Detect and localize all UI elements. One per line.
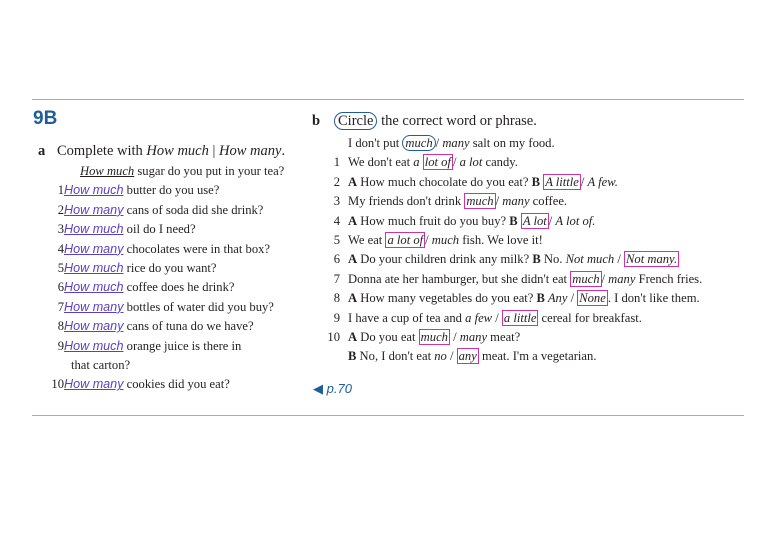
answer: How much	[64, 338, 124, 353]
text: We eat	[348, 233, 386, 248]
item-number: 7	[57, 299, 64, 314]
page-ref-label: p.70	[326, 381, 352, 396]
answer: How many	[64, 202, 124, 217]
part-b-title	[312, 110, 752, 132]
answer: How much	[64, 222, 124, 237]
answer: How much	[64, 280, 124, 295]
part-a-example	[38, 162, 313, 181]
text: salt on my food.	[469, 136, 555, 150]
part-b-example	[312, 134, 752, 153]
item-number: 4	[333, 213, 340, 228]
boxed-answer: much	[572, 271, 600, 286]
text: Donna ate her hamburger, but she didn't eat	[348, 271, 571, 286]
alternative: Not much	[565, 252, 615, 267]
item-text: chocolates were in that box?	[123, 241, 271, 256]
list-item	[312, 231, 752, 250]
list-item	[38, 201, 313, 220]
boxed-answer: A lot	[522, 213, 547, 228]
separator: /	[435, 136, 443, 150]
item-text: that carton?	[71, 358, 131, 373]
text: How much fruit do you buy?	[357, 213, 510, 228]
page-reference[interactable]	[313, 381, 352, 397]
boxed-answer: None	[579, 291, 606, 306]
text: How many vegetables do you eat?	[357, 291, 537, 306]
item-number: 5	[57, 261, 64, 276]
speaker-a: A	[348, 291, 358, 306]
text: French fries.	[635, 271, 703, 286]
boxed-answer: a little	[503, 310, 537, 325]
list-item	[38, 259, 313, 278]
boxed-answer: much	[420, 330, 448, 345]
answer: How many	[64, 319, 124, 334]
separator: /	[495, 194, 503, 209]
item-text: cans of tuna do we have?	[123, 319, 254, 334]
list-item	[312, 212, 752, 231]
alternative: many	[442, 136, 470, 150]
speaker-b: B	[536, 291, 545, 306]
title-text: Complete with	[57, 143, 147, 159]
separator: /	[449, 330, 460, 345]
text: No, I don't eat	[356, 349, 435, 364]
item-number: 10	[51, 377, 64, 392]
text: cereal for breakfast.	[538, 310, 642, 325]
list-item	[38, 240, 313, 259]
part-a-letter: a	[38, 143, 46, 159]
text: candy.	[482, 155, 518, 170]
alternative: no	[434, 349, 447, 364]
item-number: 6	[333, 252, 340, 267]
list-item	[38, 220, 313, 239]
alternative: A lot of.	[555, 213, 596, 228]
list-item-continuation	[312, 347, 752, 366]
separator: /	[580, 174, 588, 189]
list-item	[38, 278, 313, 297]
item-number: 1	[333, 155, 340, 170]
text: How much chocolate do you eat?	[357, 174, 532, 189]
boxed-answer: A little	[545, 174, 579, 189]
separator: /	[601, 271, 609, 286]
boxed-answer: any	[458, 349, 477, 364]
alternative: much	[431, 233, 460, 248]
list-item	[38, 181, 313, 200]
speaker-a: A	[348, 174, 358, 189]
item-number: 2	[333, 174, 340, 189]
list-item	[38, 298, 313, 317]
answer: How many	[64, 299, 124, 314]
item-number: 10	[327, 330, 340, 345]
speaker-a: A	[348, 213, 358, 228]
list-item	[312, 328, 752, 347]
item-text: cans of soda did she drink?	[123, 202, 264, 217]
separator: /	[614, 252, 625, 267]
alternative: A few.	[587, 174, 618, 189]
list-item	[38, 375, 313, 394]
part-a-title	[38, 142, 313, 161]
title-option-1: How much	[146, 143, 209, 159]
arrow-left-icon: ◀	[313, 381, 323, 396]
answer: How much	[64, 261, 124, 276]
bottom-divider	[32, 415, 744, 416]
item-number: 4	[57, 241, 64, 256]
part-b-letter: b	[312, 113, 321, 129]
item-number: 9	[333, 310, 340, 325]
answer: How many	[64, 241, 124, 256]
item-number: 8	[333, 291, 340, 306]
item-text: coffee does he drink?	[123, 280, 235, 295]
text: My friends don't drink	[348, 194, 465, 209]
speaker-a: A	[348, 252, 358, 267]
boxed-answer: Not many.	[626, 252, 678, 267]
speaker-b: B	[531, 174, 541, 189]
text: I have a cup of tea and	[348, 310, 466, 325]
item-text: oil do I need?	[123, 222, 196, 237]
alternative: many	[608, 271, 636, 286]
list-item-continuation	[38, 356, 313, 375]
item-text: orange juice is there in	[123, 338, 242, 353]
alternative: many	[459, 330, 488, 345]
top-divider	[32, 99, 744, 100]
part-a-list	[38, 181, 313, 394]
speaker-b: B	[532, 252, 541, 267]
text: Do you eat	[357, 330, 419, 345]
alternative: Any	[544, 291, 568, 306]
part-b-list	[312, 134, 752, 367]
part-b	[312, 110, 752, 367]
item-text: bottles of water did you buy?	[123, 299, 274, 314]
list-item	[312, 173, 752, 192]
alternative: many	[502, 194, 530, 209]
list-item	[38, 337, 313, 356]
example-text: sugar do you put in your tea?	[134, 164, 285, 178]
separator: /	[425, 233, 432, 248]
text: I don't put	[348, 136, 403, 150]
text: fish. We love it!	[459, 233, 543, 248]
item-number: 8	[57, 319, 64, 334]
list-item	[312, 153, 752, 172]
item-text: cookies did you eat?	[123, 377, 230, 392]
title-end: .	[281, 143, 286, 159]
speaker-a: A	[348, 330, 358, 345]
part-a	[38, 142, 313, 395]
item-number: 7	[333, 271, 340, 286]
separator: /	[567, 291, 578, 306]
item-text: butter do you use?	[123, 183, 220, 198]
text: We don't eat	[348, 155, 414, 170]
answer: How many	[64, 377, 124, 392]
list-item	[312, 289, 752, 308]
text: . I don't like them.	[607, 291, 700, 306]
item-number: 9	[57, 338, 64, 353]
circled-answer: much	[402, 135, 435, 151]
example-answer: How much	[80, 164, 135, 178]
text: coffee.	[529, 194, 568, 209]
unit-heading: 9B	[33, 108, 58, 129]
title-circle-word: Circle	[334, 112, 377, 130]
text: Do your children drink any milk?	[357, 252, 533, 267]
item-number: 6	[57, 280, 64, 295]
separator: /	[492, 310, 502, 325]
title-option-2: How many	[219, 143, 282, 159]
speaker-b: B	[509, 213, 518, 228]
boxed-answer: much	[466, 194, 494, 209]
separator: /	[452, 155, 460, 170]
speaker-b: B	[348, 349, 357, 364]
boxed-answer: a lot of	[387, 233, 424, 248]
answer: How much	[64, 183, 124, 198]
item-number: 2	[57, 202, 64, 217]
item-number: 5	[333, 233, 340, 248]
list-item	[312, 192, 752, 211]
text: a	[413, 155, 420, 170]
list-item	[38, 317, 313, 336]
list-item	[312, 270, 752, 289]
item-number: 3	[333, 194, 340, 209]
alternative: a lot	[459, 155, 483, 170]
list-item	[312, 250, 752, 269]
text: meat. I'm a vegetarian.	[478, 349, 597, 364]
alternative: a few	[465, 310, 493, 325]
item-text: rice do you want?	[123, 261, 217, 276]
item-number: 1	[57, 183, 64, 198]
separator: /	[548, 213, 556, 228]
title-separator: |	[208, 143, 220, 159]
text: No.	[540, 252, 566, 267]
list-item	[312, 309, 752, 328]
title-text: the correct word or phrase.	[377, 113, 537, 129]
text: meat?	[487, 330, 521, 345]
boxed-answer: lot of	[424, 155, 451, 170]
separator: /	[446, 349, 457, 364]
item-number: 3	[57, 222, 64, 237]
